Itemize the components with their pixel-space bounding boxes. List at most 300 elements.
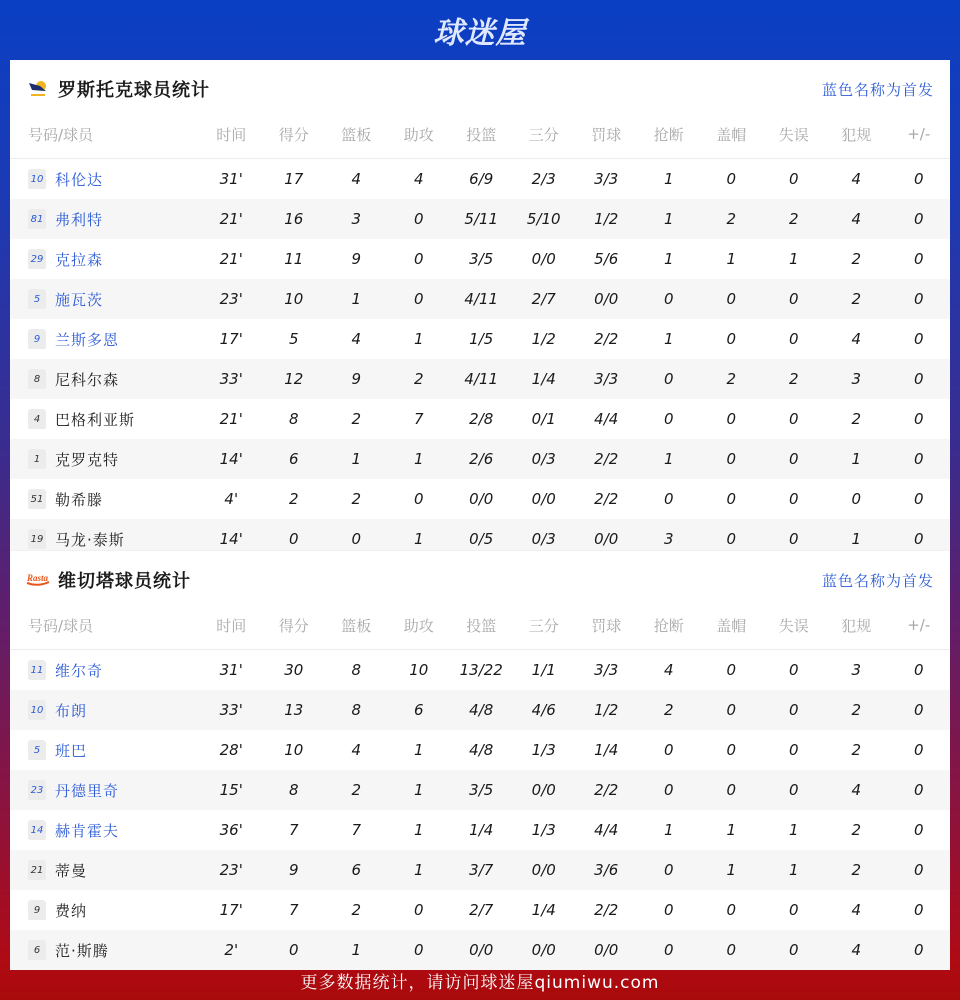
stat-cell: 0 [663, 490, 674, 508]
team-title: 罗斯托克球员统计 [58, 80, 210, 101]
stat-cell: 0 [913, 821, 924, 839]
table-row [10, 319, 950, 359]
stat-cell: 4 [351, 170, 362, 188]
stat-cell: 17' [219, 330, 243, 348]
column-header: 三分 [528, 125, 559, 144]
stat-cell: 2 [726, 210, 737, 228]
stat-cell: 3 [663, 530, 674, 548]
stat-cell: 5/11 [464, 210, 499, 228]
stat-cell: 2/2 [594, 330, 619, 348]
player-cell [10, 740, 200, 761]
player-name[interactable]: 施瓦茨 [55, 290, 104, 309]
stat-cell: 7 [351, 821, 362, 839]
stat-cell: 7 [288, 821, 299, 839]
stat-cell: 0 [288, 530, 299, 548]
stat-cell: 6/9 [469, 170, 494, 188]
stat-cell: 0 [663, 741, 674, 759]
column-header: 盖帽 [716, 616, 747, 635]
player-cell [10, 169, 200, 190]
stat-cell: 0 [788, 410, 799, 428]
stat-cell: 0/3 [531, 530, 556, 548]
stat-cell: 0 [788, 450, 799, 468]
player-stats-table [10, 609, 950, 970]
table-row [10, 690, 950, 730]
stat-cell: 28' [219, 741, 243, 759]
player-cell [10, 940, 200, 961]
stat-cell: 0 [913, 530, 924, 548]
stat-cell: 0 [726, 901, 737, 919]
stat-cell: 2/7 [531, 290, 556, 308]
stat-cell: 1 [413, 781, 424, 799]
stat-cell: 0 [726, 450, 737, 468]
jersey-number-icon: 1 [28, 449, 46, 469]
stat-cell: 2/2 [594, 490, 619, 508]
stat-cell: 16 [284, 210, 304, 228]
table-row [10, 439, 950, 479]
stat-cell: 0 [726, 661, 737, 679]
stat-cell: 4 [851, 210, 862, 228]
column-header: 助攻 [403, 125, 434, 144]
stat-cell: 4/11 [464, 290, 499, 308]
stat-cell: 5 [288, 330, 299, 348]
stat-cell: 0 [726, 701, 737, 719]
stat-cell: 0 [726, 781, 737, 799]
table-header [10, 118, 950, 159]
stat-cell: 0 [726, 170, 737, 188]
column-header: 罚球 [591, 125, 622, 144]
stat-cell: 0 [413, 210, 424, 228]
player-cell [10, 329, 200, 350]
stat-cell: 0 [663, 410, 674, 428]
player-cell [10, 660, 200, 681]
table-row [10, 770, 950, 810]
stat-cell: 3/5 [469, 781, 494, 799]
stat-cell: 1/5 [469, 330, 494, 348]
stat-cell: 4 [851, 901, 862, 919]
table-row [10, 239, 950, 279]
player-cell [10, 489, 200, 510]
stat-cell: 0 [726, 290, 737, 308]
player-name[interactable]: 费纳 [55, 901, 88, 920]
stat-cell: 0 [663, 370, 674, 388]
stat-cell: 1 [663, 210, 674, 228]
stat-cell: 2 [288, 490, 299, 508]
stat-cell: 23' [219, 861, 243, 879]
stat-cell: 0 [726, 330, 737, 348]
stat-cell: 0 [726, 941, 737, 959]
stat-cell: 2 [413, 370, 424, 388]
stat-cell: 3 [351, 210, 362, 228]
stat-cell: 4/6 [531, 701, 556, 719]
stat-cell: 4 [851, 941, 862, 959]
table-row [10, 279, 950, 319]
player-cell [10, 449, 200, 470]
stat-cell: 0 [788, 941, 799, 959]
table-row [10, 730, 950, 770]
player-name[interactable]: 兰斯多恩 [55, 330, 120, 349]
player-name[interactable]: 丹德里奇 [55, 781, 120, 800]
stat-cell: 0 [788, 330, 799, 348]
stat-cell: 0 [913, 741, 924, 759]
stat-cell: 1 [726, 250, 737, 268]
stat-cell: 2/2 [594, 450, 619, 468]
stat-cell: 3/5 [469, 250, 494, 268]
player-name[interactable]: 布朗 [55, 701, 88, 720]
stat-cell: 0/0 [469, 941, 494, 959]
card-header [10, 60, 950, 118]
player-cell [10, 529, 200, 550]
stat-cell: 0 [726, 530, 737, 548]
jersey-number-icon: 19 [28, 529, 46, 549]
stat-cell: 0 [663, 290, 674, 308]
stat-cell: 14' [219, 530, 243, 548]
stat-cell: 0 [663, 941, 674, 959]
player-name[interactable]: 马龙·泰斯 [55, 530, 125, 549]
stat-cell: 3 [851, 370, 862, 388]
stat-cell: 15' [219, 781, 243, 799]
stat-cell: 5/10 [526, 210, 561, 228]
stat-cell: 0 [663, 781, 674, 799]
team-title: 维切塔球员统计 [58, 571, 191, 592]
stat-cell: 13 [284, 701, 304, 719]
stat-cell: 1/2 [594, 210, 619, 228]
stat-cell: 11 [284, 250, 304, 268]
stat-cell: 1 [413, 450, 424, 468]
stat-cell: 1 [413, 821, 424, 839]
column-header: 号码/球员 [28, 125, 94, 144]
vechta-rasta-logo-icon [26, 571, 50, 589]
stat-cell: 4/4 [594, 821, 619, 839]
card-header [10, 551, 950, 609]
stat-cell: 0 [788, 741, 799, 759]
stat-cell: 1 [851, 530, 862, 548]
column-header: 得分 [278, 125, 309, 144]
stat-cell: 17 [284, 170, 304, 188]
jersey-number-icon: 10 [28, 169, 46, 189]
stat-cell: 3/3 [594, 661, 619, 679]
stat-cell: 0/1 [531, 410, 556, 428]
stat-cell: 0/0 [531, 861, 556, 879]
stat-cell: 1/1 [531, 661, 556, 679]
stat-cell: 1 [788, 250, 799, 268]
stat-cell: 1 [413, 741, 424, 759]
stat-cell: 2 [351, 490, 362, 508]
column-header: 失误 [778, 125, 809, 144]
table-row [10, 199, 950, 239]
table-row [10, 810, 950, 850]
jersey-number-icon: 10 [28, 700, 46, 720]
stat-cell: 6 [351, 861, 362, 879]
stat-cell: 33' [219, 701, 243, 719]
stat-cell: 2 [351, 781, 362, 799]
stat-cell: 0 [413, 490, 424, 508]
jersey-number-icon: 51 [28, 489, 46, 509]
column-header: 犯规 [841, 125, 872, 144]
table-header [10, 609, 950, 650]
table-row [10, 399, 950, 439]
jersey-number-icon: 9 [28, 329, 46, 349]
jersey-number-icon: 21 [28, 860, 46, 880]
starter-legend: 蓝色名称为首发 [821, 80, 934, 99]
stat-cell: 0 [913, 330, 924, 348]
stat-cell: 3 [851, 661, 862, 679]
stat-cell: 2/7 [469, 901, 494, 919]
jersey-number-icon: 14 [28, 820, 46, 840]
stat-cell: 0 [663, 861, 674, 879]
stat-cell: 0 [413, 941, 424, 959]
stat-cell: 1 [788, 861, 799, 879]
table-row [10, 650, 950, 690]
column-header: 投篮 [466, 616, 497, 635]
stat-cell: 0 [913, 290, 924, 308]
stat-cell: 0/0 [531, 781, 556, 799]
table-row [10, 850, 950, 890]
stat-cell: 4/4 [594, 410, 619, 428]
stat-cell: 10 [409, 661, 429, 679]
stat-cell: 0 [913, 901, 924, 919]
stat-cell: 23' [219, 290, 243, 308]
player-name[interactable]: 班巴 [55, 741, 88, 760]
player-cell [10, 369, 200, 390]
stat-cell: 1/3 [531, 821, 556, 839]
site-logo-text: 球迷屋 [433, 16, 527, 51]
stat-cell: 0 [788, 530, 799, 548]
stat-cell: 31' [219, 170, 243, 188]
stat-cell: 4 [851, 781, 862, 799]
player-name[interactable]: 科伦达 [55, 170, 104, 189]
stat-cell: 8 [351, 701, 362, 719]
stat-cell: 3/7 [469, 861, 494, 879]
team-heading [26, 567, 191, 593]
table-body [10, 650, 950, 970]
stat-cell: 0 [913, 250, 924, 268]
stat-cell: 4' [224, 490, 239, 508]
stat-cell: 0 [788, 781, 799, 799]
stat-cell: 4 [663, 661, 674, 679]
stat-cell: 3/6 [594, 861, 619, 879]
stat-cell: 2/8 [469, 410, 494, 428]
stat-cell: 36' [219, 821, 243, 839]
stat-cell: 2/3 [531, 170, 556, 188]
stat-cell: 1 [351, 941, 362, 959]
player-name[interactable]: 巴格利亚斯 [55, 410, 136, 429]
column-header: 罚球 [591, 616, 622, 635]
stat-cell: 0 [913, 370, 924, 388]
stat-cell: 1 [351, 290, 362, 308]
team-heading [26, 76, 210, 102]
stat-cell: 1 [663, 330, 674, 348]
stat-cell: 0 [413, 250, 424, 268]
stat-cell: 0/0 [531, 250, 556, 268]
player-name[interactable]: 蒂曼 [55, 861, 88, 880]
stat-cell: 0 [351, 530, 362, 548]
jersey-number-icon: 81 [28, 209, 46, 229]
stat-cell: 0 [913, 781, 924, 799]
stat-cell: 31' [219, 661, 243, 679]
footer-link-text[interactable]: 更多数据统计，请访问球迷屋qiumiwu.com [300, 972, 660, 993]
stat-cell: 2 [851, 410, 862, 428]
stat-cell: 0/0 [594, 290, 619, 308]
stat-cell: 0 [288, 941, 299, 959]
table-row [10, 359, 950, 399]
stat-cell: 2/6 [469, 450, 494, 468]
stat-cell: 0 [788, 901, 799, 919]
player-name[interactable]: 维尔奇 [55, 661, 104, 680]
stat-cell: 0 [913, 490, 924, 508]
stat-cell: 0 [788, 170, 799, 188]
stat-cell: 4/11 [464, 370, 499, 388]
stat-cell: 0 [913, 701, 924, 719]
player-name[interactable]: 弗利特 [55, 210, 104, 229]
stat-cell: 1/4 [594, 741, 619, 759]
stat-cell: 1 [351, 450, 362, 468]
stat-cell: 1 [788, 821, 799, 839]
stat-cell: 8 [288, 781, 299, 799]
stat-cell: 0 [413, 901, 424, 919]
stat-cell: 14' [219, 450, 243, 468]
stat-cell: 2 [726, 370, 737, 388]
stat-cell: 0/0 [594, 530, 619, 548]
column-header: 失误 [778, 616, 809, 635]
stat-cell: 21' [219, 250, 243, 268]
stat-cell: 0/0 [594, 941, 619, 959]
column-header: 时间 [216, 125, 247, 144]
stat-cell: 2 [788, 210, 799, 228]
player-cell [10, 700, 200, 721]
player-cell [10, 249, 200, 270]
column-header: +/- [907, 616, 931, 634]
jersey-number-icon: 5 [28, 289, 46, 309]
stat-cell: 10 [284, 741, 304, 759]
stat-cell: 8 [351, 661, 362, 679]
stat-cell: 0 [913, 410, 924, 428]
stat-cell: 2 [851, 741, 862, 759]
footer-banner [0, 960, 960, 1000]
stat-cell: 0/0 [531, 490, 556, 508]
stat-cell: 1 [726, 861, 737, 879]
stat-cell: 0 [913, 661, 924, 679]
stat-cell: 1 [663, 170, 674, 188]
player-cell [10, 209, 200, 230]
stat-cell: 1/4 [469, 821, 494, 839]
stat-cell: 4 [413, 170, 424, 188]
stat-cell: 2 [663, 701, 674, 719]
stat-cell: 2' [224, 941, 239, 959]
player-cell [10, 900, 200, 921]
player-cell [10, 820, 200, 841]
table-row [10, 159, 950, 199]
team-stats-card-rostock [10, 60, 950, 550]
stat-cell: 7 [288, 901, 299, 919]
stat-cell: 1 [851, 450, 862, 468]
stat-cell: 1/3 [531, 741, 556, 759]
table-row [10, 479, 950, 519]
column-header: 抢断 [653, 616, 684, 635]
stat-cell: 1 [413, 530, 424, 548]
stat-cell: 0/0 [469, 490, 494, 508]
stat-cell: 9 [288, 861, 299, 879]
stat-cell: 33' [219, 370, 243, 388]
stat-cell: 2 [851, 701, 862, 719]
stat-cell: 4 [851, 170, 862, 188]
stat-cell: 6 [288, 450, 299, 468]
stat-cell: 4 [851, 330, 862, 348]
jersey-number-icon: 5 [28, 740, 46, 760]
stat-cell: 0 [788, 490, 799, 508]
jersey-number-icon: 8 [28, 369, 46, 389]
jersey-number-icon: 29 [28, 249, 46, 269]
svg-text:Rasta: Rasta [27, 573, 49, 583]
stat-cell: 4/8 [469, 741, 494, 759]
stat-cell: 1/2 [531, 330, 556, 348]
column-header: 抢断 [653, 125, 684, 144]
team-stats-card-vechta [10, 550, 950, 961]
table-body [10, 159, 950, 559]
stat-cell: 21' [219, 410, 243, 428]
player-name[interactable]: 范·斯腾 [55, 941, 109, 960]
stat-cell: 1 [726, 821, 737, 839]
stat-cell: 4 [351, 741, 362, 759]
stat-cell: 1/2 [594, 701, 619, 719]
stat-cell: 10 [284, 290, 304, 308]
stat-cell: 2 [788, 370, 799, 388]
stat-cell: 4 [351, 330, 362, 348]
stat-cell: 2 [851, 861, 862, 879]
stat-cell: 1 [413, 330, 424, 348]
site-logo [0, 0, 960, 60]
jersey-number-icon: 4 [28, 409, 46, 429]
stat-cell: 1/4 [531, 370, 556, 388]
column-header: 助攻 [403, 616, 434, 635]
column-header: 得分 [278, 616, 309, 635]
stat-cell: 2/2 [594, 781, 619, 799]
stat-cell: 2 [851, 250, 862, 268]
column-header: 盖帽 [716, 125, 747, 144]
stat-cell: 0 [663, 901, 674, 919]
stat-cell: 2 [351, 410, 362, 428]
stat-cell: 0 [913, 861, 924, 879]
player-name[interactable]: 克拉森 [55, 250, 104, 269]
stat-cell: 30 [284, 661, 304, 679]
stat-cell: 9 [351, 250, 362, 268]
player-name[interactable]: 勒希滕 [55, 490, 104, 509]
stat-cell: 5/6 [594, 250, 619, 268]
stat-cell: 1 [663, 250, 674, 268]
stat-cell: 2 [851, 821, 862, 839]
stat-cell: 0 [726, 410, 737, 428]
stat-cell: 0 [726, 490, 737, 508]
player-cell [10, 409, 200, 430]
stat-cell: 1 [663, 450, 674, 468]
player-name[interactable]: 克罗克特 [55, 450, 120, 469]
rostock-seawolves-logo-icon [26, 80, 50, 98]
player-name[interactable]: 尼科尔森 [55, 370, 120, 389]
starter-legend: 蓝色名称为首发 [821, 571, 934, 590]
column-header: 篮板 [341, 125, 372, 144]
stat-cell: 0 [913, 210, 924, 228]
stat-cell: 1/4 [531, 901, 556, 919]
stat-cell: 0/5 [469, 530, 494, 548]
column-header: 号码/球员 [28, 616, 94, 635]
player-name[interactable]: 赫肯霍夫 [55, 821, 120, 840]
stat-cell: 0 [913, 170, 924, 188]
stat-cell: 9 [351, 370, 362, 388]
stat-cell: 17' [219, 901, 243, 919]
stat-cell: 13/22 [459, 661, 503, 679]
column-header: 三分 [528, 616, 559, 635]
jersey-number-icon: 11 [28, 660, 46, 680]
stat-cell: 4/8 [469, 701, 494, 719]
